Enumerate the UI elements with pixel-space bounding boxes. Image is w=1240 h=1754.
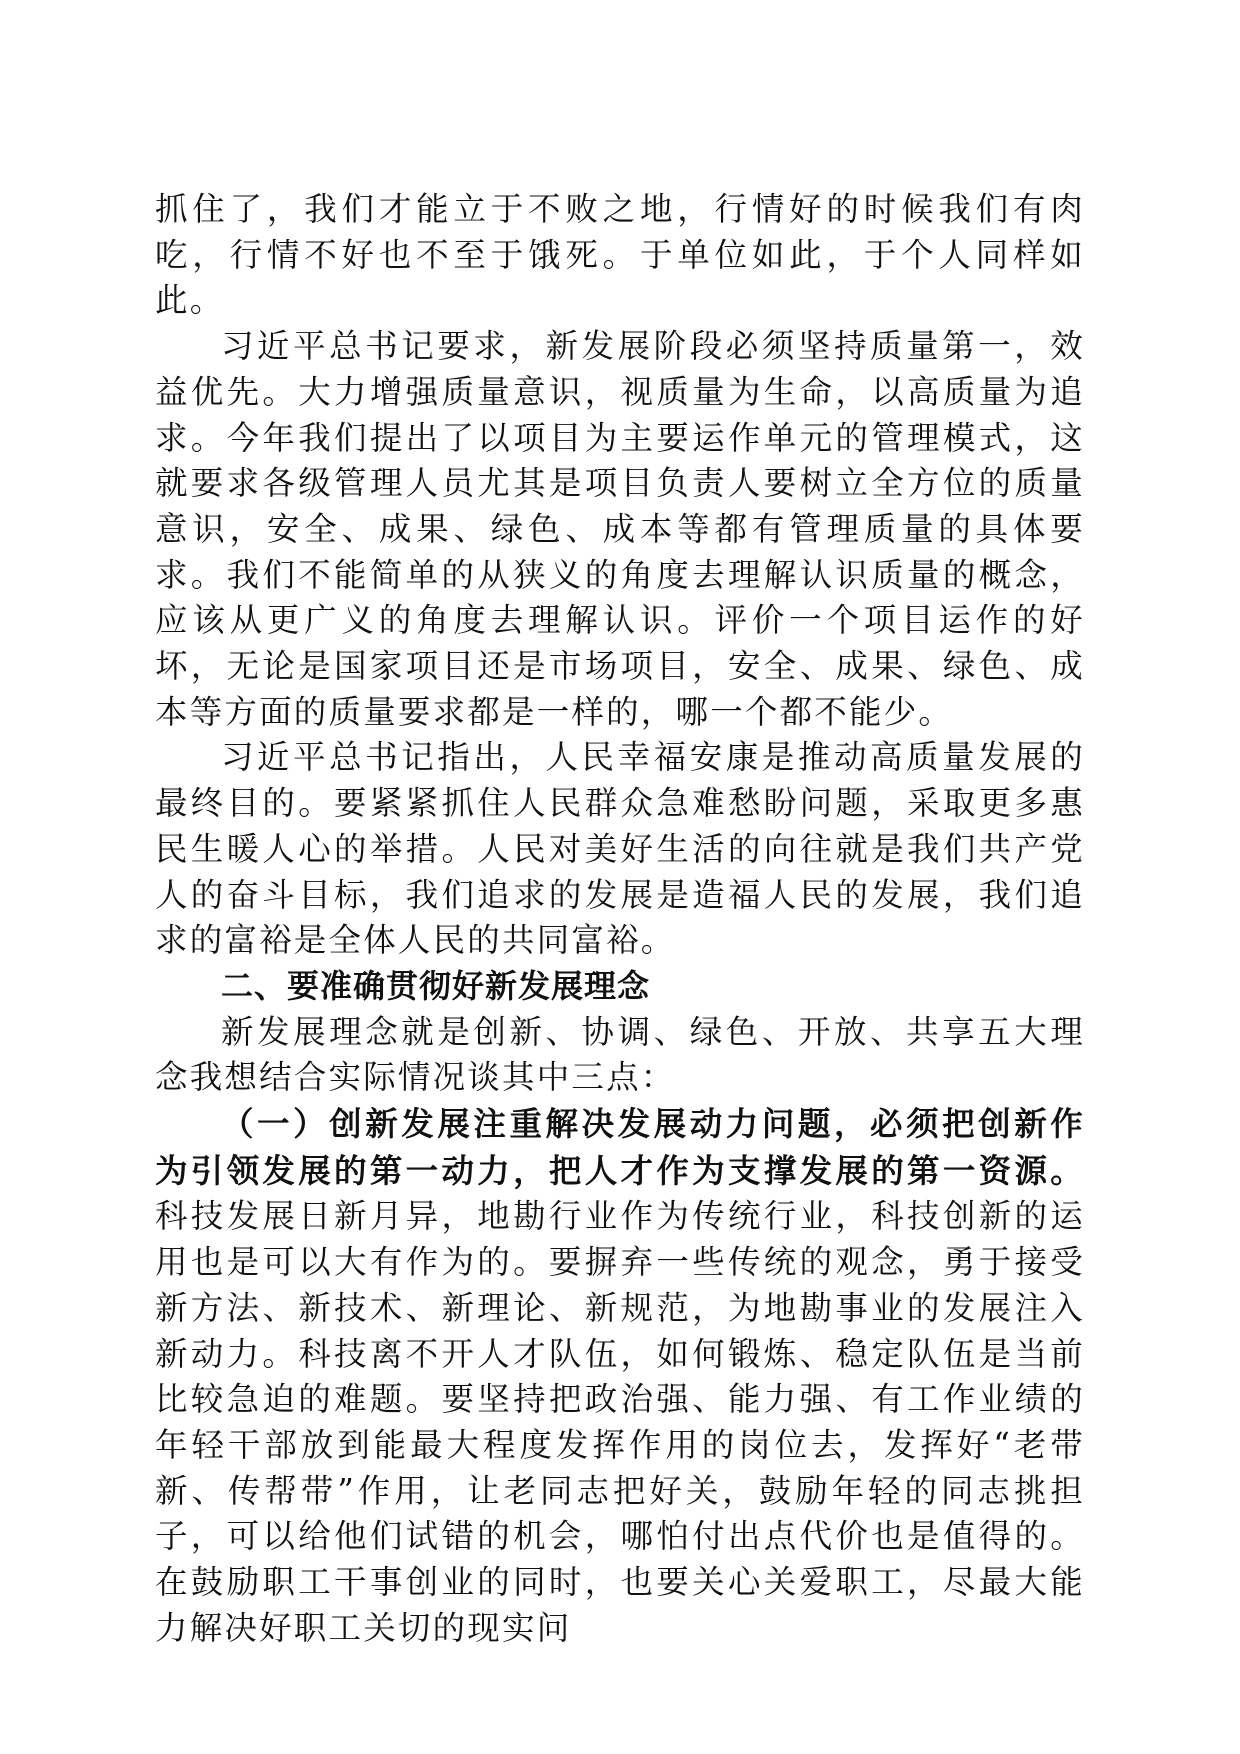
paragraph-innovation [155, 1101, 1085, 1651]
document-body [155, 187, 1085, 1652]
innovation-body-text: 科技发展日新月异，地勘行业作为传统行业，科技创新的运用也是可以大有作为的。要摒弃一些传统的观念，勇于接受新方法、新技术、新理论、新规范，为地勘事业的发展注入新动力。科技离不开人才队伍，如何锻炼、稳定队伍是当前比较急迫的难题。要坚持把政治强、能力强、有工作业绩的年轻干部放到能最大程度发挥作用的岗位去，发挥好“老带新、传帮带”作用，让老同志把好关，鼓励年轻的同志挑担子，可以给他们试错的机会，哪怕付出点代价也是值得的。在鼓励职工干事创业的同时，也要关心关爱职工，尽最大能力解决好职工关切的现实问 [155, 1197, 1085, 1647]
paragraph-quality-first: 习近平总书记要求，新发展阶段必须坚持质量第一，效益优先。大力增强质量意识，视质量为生命，以高质量为追求。今年我们提出了以项目为主要运作单元的管理模式，这就要求各级管理人员尤其是项目负责人要树立全方位的质量意识，安全、成果、绿色、成本等都有管理质量的具体要求。我们不能简单的从狭义的角度去理解认识质量的概念，应该从更广义的角度去理解认识。评价一个项目运作的好坏，无论是国家项目还是市场项目，安全、成果、绿色、成本等方面的质量要求都是一样的，哪一个都不能少。 [155, 327, 1085, 731]
section-heading: 二、要准确贯彻好新发展理念 [221, 966, 651, 1005]
paragraph-new-development-concept: 新发展理念就是创新、协调、绿色、开放、共享五大理念我想结合实际情况谈其中三点： [155, 1012, 1085, 1097]
paragraph-continuation: 抓住了，我们才能立于不败之地，行情好的时候我们有肉吃，行情不好也不至于饿死。于单位如此，于个人同样如此。 [155, 190, 1085, 320]
paragraph-people-wellbeing: 习近平总书记指出，人民幸福安康是推动高质量发展的最终目的。要紧紧抓住人民群众急难愁盼问题，采取更多惠民生暖人心的举措。人民对美好生活的向往就是我们共产党人的奋斗目标，我们追求的发展是造福人民的发展，我们追求的富裕是全体人民的共同富裕。 [155, 738, 1085, 960]
sub-heading-innovation: （一）创新发展注重解决发展动力问题，必须把创新作为引领发展的第一动力，把人才作为支撑发展的第一资源。 [155, 1104, 1085, 1190]
